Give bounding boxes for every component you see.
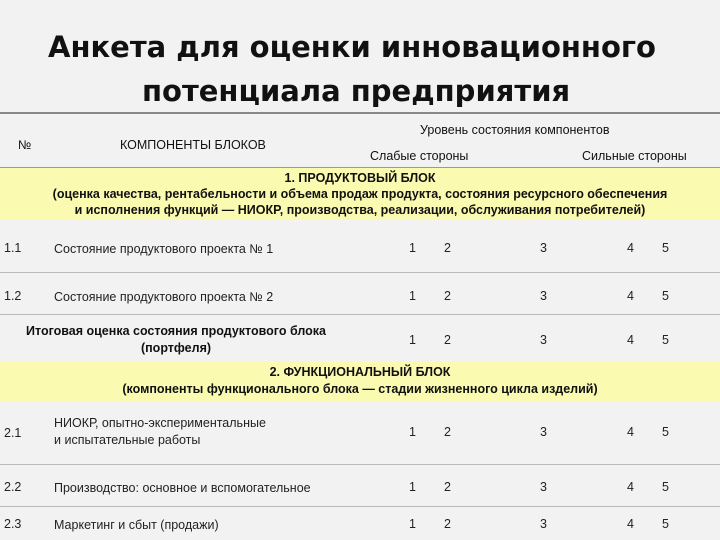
- row-name: Состояние продуктового проекта № 2: [54, 290, 274, 304]
- block-2-header: [0, 362, 720, 402]
- score-4[interactable]: 4: [627, 289, 634, 303]
- row-name: Маркетинг и сбыт (продажи): [54, 518, 219, 532]
- score-3[interactable]: 3: [540, 333, 547, 347]
- summary-row: [0, 315, 720, 359]
- header-weak: Слабые стороны: [370, 149, 469, 163]
- summary-label-line-1: Итоговая оценка состояния продуктового блока: [26, 324, 326, 338]
- table-row: [0, 220, 720, 272]
- score-5[interactable]: 5: [662, 241, 669, 255]
- score-5[interactable]: 5: [662, 289, 669, 303]
- row-number: 1.2: [4, 289, 22, 303]
- block-1-desc-line-1: (оценка качества, рентабельности и объема продаж продукта, состояния ресурсного обеспечения: [52, 187, 668, 201]
- table-row: [0, 273, 720, 313]
- score-5[interactable]: 5: [662, 517, 669, 531]
- table-row: [0, 507, 720, 540]
- row-name-line-2: и испытательные работы: [54, 433, 201, 447]
- score-2[interactable]: 2: [444, 517, 451, 531]
- summary-label-line-2: (портфеля): [140, 341, 212, 355]
- header-components: КОМПОНЕНТЫ БЛОКОВ: [120, 138, 266, 152]
- row-number: 2.3: [4, 517, 22, 531]
- score-1[interactable]: 1: [409, 241, 416, 255]
- score-4[interactable]: 4: [627, 517, 634, 531]
- block-1-desc-line-2: и исполнения функций — НИОКР, производства, реализации, обслуживания потребителей): [74, 203, 646, 217]
- score-2[interactable]: 2: [444, 333, 451, 347]
- title-line-1: Анкета для оценки инновационного: [48, 30, 656, 64]
- header-top-border: [0, 112, 720, 114]
- score-5[interactable]: 5: [662, 425, 669, 439]
- score-2[interactable]: 2: [444, 289, 451, 303]
- header-strong: Сильные стороны: [582, 149, 687, 163]
- title-line-2: потенциала предприятия: [142, 74, 571, 108]
- score-3[interactable]: 3: [540, 425, 547, 439]
- header-level: Уровень состояния компонентов: [420, 123, 610, 137]
- row-name: Состояние продуктового проекта № 1: [54, 242, 274, 256]
- score-1[interactable]: 1: [409, 480, 416, 494]
- row-number: 1.1: [4, 241, 22, 255]
- score-5[interactable]: 5: [662, 333, 669, 347]
- row-number: 2.1: [4, 426, 22, 440]
- score-4[interactable]: 4: [627, 480, 634, 494]
- header-num: №: [18, 138, 32, 152]
- score-1[interactable]: 1: [409, 333, 416, 347]
- block-2-title: 2. ФУНКЦИОНАЛЬНЫЙ БЛОК: [269, 365, 451, 379]
- score-5[interactable]: 5: [662, 480, 669, 494]
- row-number: 2.2: [4, 480, 22, 494]
- table-row: [0, 465, 720, 505]
- assessment-table: [0, 112, 720, 540]
- block-2-desc-line-1: (компоненты функционального блока — стадии жизненного цикла изделий): [122, 382, 598, 396]
- block-1-header: [0, 168, 720, 220]
- score-3[interactable]: 3: [540, 517, 547, 531]
- score-3[interactable]: 3: [540, 480, 547, 494]
- score-4[interactable]: 4: [627, 241, 634, 255]
- row-name: Производство: основное и вспомогательное: [54, 481, 311, 495]
- table-row: [0, 404, 720, 462]
- score-1[interactable]: 1: [409, 425, 416, 439]
- block-1-title: 1. ПРОДУКТОВЫЙ БЛОК: [284, 171, 436, 185]
- score-2[interactable]: 2: [444, 241, 451, 255]
- score-2[interactable]: 2: [444, 480, 451, 494]
- score-1[interactable]: 1: [409, 517, 416, 531]
- score-3[interactable]: 3: [540, 289, 547, 303]
- row-name-line-1: НИОКР, опытно-экспериментальные: [54, 416, 266, 430]
- score-4[interactable]: 4: [627, 425, 634, 439]
- score-4[interactable]: 4: [627, 333, 634, 347]
- score-3[interactable]: 3: [540, 241, 547, 255]
- score-1[interactable]: 1: [409, 289, 416, 303]
- score-2[interactable]: 2: [444, 425, 451, 439]
